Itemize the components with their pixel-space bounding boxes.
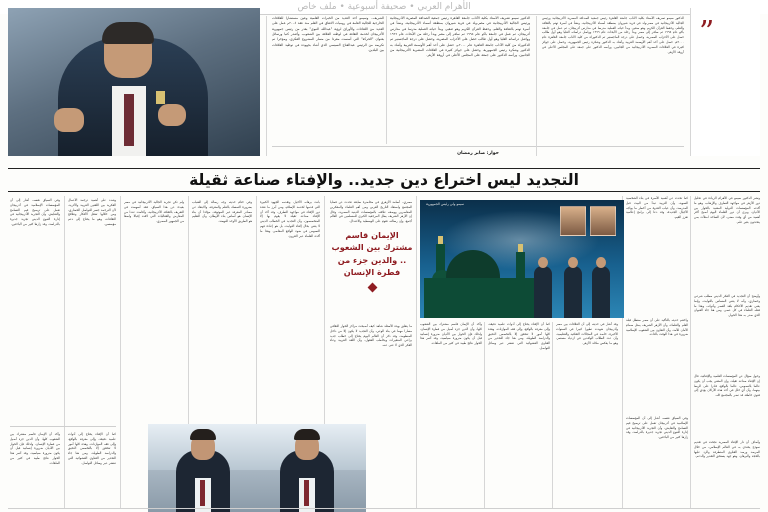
right-col2-text-3: وفي السياق نفسه، أشار إلى أن المؤسسات الإسلامية في أذربيجان تعمل على ترسيخ قيم التسامح والتعايش، وأن التجربة الأذربيجانية في إدارة التنوع الديني تجربة جديرة بالدراسة، وقد زارها كثير من الباحثين.: [626, 416, 688, 440]
lower-photo-tie-right: [304, 480, 309, 506]
mid-col-top: مصري.. أسامة الأزهري في محاضرة سابقة تحدث عن قضايا المجتمع واستعاد التاريخ العربي ومن أهم العلماء والمفكرين المعاصرين ووصف علاقته بالمؤسسات الدينية المصرية، وقال إن الأزهر الشريف يظل المرجعية الكبرى للمسلمين في العالم أجمع، وإن رسالته تقوم على الوسطية والاعتدال.: [330, 200, 412, 224]
col-192-top: وفي ختام حديثه وجه رسالة إلى الشباب بضرورة التمسك بالعلم والمعرفة، والابتعاد عن مصادر المعرفة غير الموثوقة، مؤكدا أن بناء الإنسان هو أساس بناء الأوطان، وأن التعليم هو الطريق الأوحد للنهضة.: [192, 200, 252, 224]
col-124-top: ولم تكن تجربة الجالية الأذربيجانية في مصر بعيدة عن هذا السياق، فقد أسهمت في التعريف بالثقافة الأذربيجانية، وأقامت عددا من المعارض والفعاليات التي لاقت إقبالا واسعا من الجمهور المصري.: [124, 200, 184, 224]
top-article-column-left: الدكتور سيمو تصريف الأستاذ بكلية الآداب جامعة القاهرة رئيس جمعية الصداقة المصرية الأذربيجانية ورئيس الجالية الأذربيجانية في مصر،ولد في قرية شيروان بمنطقة أسماء الأذربيجانية، ونشأ في أسرة تهتم بالثقافة والعلم، وحفظ القرآن الكريم وهو صغير، وبدأ حياته العملية مدرسا في مدارس أذربيجان، ثم عمل في جامعة باكو عام ١٩٩٥ ثم سافر إلى مصر وبدأ رحلة من الأبحاث عام ١٩٩٦ وواصل دراساته العليا وهو أول طالب حصل على الأحزاب المصرية، وحصل على درجة الماجستير ثم الدكتوراه من كلية الآداب جامعة القاهرة عام ٢٠٠٠م، حصل على أحد أهم الأوسمة العربية وأشاد به الدكتور وشكره رئيس الجمهورية، وحصل على جوائز كثيرة في العلاقات المصرية الأذربيجانية من الجانبين، ورأسه الدكتور على جمعة على المجلس الأعلى في أروقة الأزهر.: [542, 16, 684, 54]
mosque-portrait-strip: [560, 206, 616, 236]
top-article-bottom-rule: [272, 146, 684, 147]
mosque-person-1: [534, 266, 552, 318]
mosque-person-1-head: [538, 257, 548, 268]
photo-figure-tie: [124, 94, 134, 146]
lower-photo-hair-left: [190, 429, 216, 440]
center-col-a: وقد أشار في حديثه إلى أن العلاقات بين مصر وأذربيجان شهدت تطورا كبيرا في السنوات الأخيرة، خاصة في المجالات الثقافية والتعليمية، وأن عدد الطلاب الوافدين في ازدياد مستمر، وهو ما يعكس مكانة الأزهر.: [556, 322, 618, 346]
mosque-person-3: [592, 266, 610, 318]
left-col-rule: [10, 426, 116, 427]
body-divider-4: [120, 196, 121, 508]
left-col-b-bottom: وأكد أن الإيمان قاسم مشترك بين الشعوب كلها، وأن الدين جزء أصيل من فطرة الإنسان، ولذلك فإن الحوار بين الأديان ضرورة إنسانية قبل أن يكون ضرورة سياسية، وقد أثمر هذا الحوار نتائج طيبة في كثير من الملفات.: [10, 432, 60, 465]
main-headline: التجديد ليس اختراع دين جديد.. والإفتاء صناعة ثقيلة: [189, 171, 579, 189]
mosque-photo-caption: سيمو ولي رئيس الجمهورية: [426, 202, 465, 206]
center-divider-b: [484, 322, 485, 508]
mosque-person-2: [564, 266, 582, 318]
quote-mark-icon: ”: [699, 15, 715, 50]
left-col-a: وشدد على أهمية ترجمة الأعمال الفكرية بين اللغتين العربية والأذرية، لأن الترجمة جسر للتواصل الحضاري، ومن خلالها تنتقل الأفكار وتتلاقح الثقافات، وهو ما يحتاج إلى دعم مؤسسي.: [68, 198, 116, 227]
col-260: بانت برهانه الأخيار، وتقدمه الجهود الكبيرة التي قدمها لخدمة الإسلام، ومن أبرز ما نفذه دور الإفتاء في مواجهة التطرف، وقد أكد أن الإفتاء صناعة ثقيلة لا يقوم بها إلا المتخصصون، وأن التجديد في الخطاب الديني لا يعني بحال إلغاء الثوابت، بل هو إعادة فهم النصوص في ضوء الواقع المعاصر، وهذا ما أكده العلماء عبر القرون.: [260, 200, 320, 238]
interview-credit: حوار: صابر رمضان: [457, 151, 499, 156]
right-rail-text-2: وأوضح أن التجديد في الفكر الديني مطلب شرعي وحضاري، وأنه لا يعني المساس بالثوابت، وإنما يعني تقديم الأحكام بلغة العصر وأدواته، وهذا ما فعله العلماء في كل عصر، ومن هنا جاء العنوان الذي صدر به هذا الحوار.: [694, 294, 760, 318]
mosque-people-group: [530, 258, 618, 318]
left-col-b: وفي السياق نفسه، أشار إلى أن المؤسسات الإسلامية في أذربيجان تعمل على ترسيخ قيم التسامح والتعايش، وأن التجربة الأذربيجانية في إدارة التنوع الديني تجربة جديرة بالدراسة، وقد زارها كثير من الباحثين.: [10, 198, 60, 227]
right-rail-text-1: ونشر الدكتور سيمو في الأهرام الزيادة في تحليل دور الأزهر في مواجهة التطرف والإرهاب، وهو ما أكدته المؤسسات الدولية المعنية بالحوار بين الأديان، ويرى أن دور العلماء اليوم أصبح أكثر أهمية من أي وقت مضى، لأن الساحة امتلأت بمن يتحدثون بغير علم.: [694, 196, 760, 225]
right-col2-text-2: واختتم حديثه بالتأكيد على أن مصر ستظل قبلة العلم والعلماء، وأن الأزهر الشريف يمثل صمام الأمان للأمة، وأن التعاون بين الشعوب الإسلامية ضرورة في هذا الوقت بالذات.: [626, 318, 688, 337]
sub-headline-line-2: مشترك بين الشعوب: [331, 242, 413, 253]
mosque-person-3-head: [596, 257, 606, 268]
mosque-photo: [420, 200, 624, 318]
portrait-thumb-2: [560, 206, 586, 236]
center-divider-a: [552, 322, 553, 508]
right-rail-text-4: وأضاف أن دار الإفتاء المصرية نجحت في تقديم نموذج يحتذى به في العالم الإسلامي، من خلال المرصد ورصد الفتاوى المتطرفة والرد عليها بالحجة والبرهان، وهو جهد يستحق التقدير والدعم.: [694, 440, 760, 459]
top-interview-photo: [8, 8, 260, 156]
mosque-finial-left: [438, 236, 443, 244]
left-col-a-bottom: كما أن الإفتاء يحتاج إلى أدوات علمية دقيقة، وإلى معرفة بالواقع، وإلى فقه الموازنات، وهذه كلها أمور لا تتحقق إلا بالتخصص الدقيق والدراسة الطويلة، ومن هنا جاء التحذير من الفتاوى العشوائية التي تنتشر عبر وسائل التواصل.: [68, 432, 116, 465]
lower-photo-hair-right: [294, 429, 320, 440]
portrait-thumb-1: [590, 206, 616, 236]
photo-figure-badge: [156, 91, 165, 104]
center-col-c: وأكد أن الإيمان قاسم مشترك بين الشعوب كلها، وأن الدين جزء أصيل من فطرة الإنسان، ولذلك فإن الحوار بين الأديان ضرورة إنسانية قبل أن يكون ضرورة سياسية، وقد أثمر هذا الحوار نتائج طيبة في كثير من الملفات.: [420, 322, 482, 346]
lower-meeting-photo: [148, 424, 366, 512]
mosque-person-2-head: [568, 257, 578, 268]
right-rail-text-3: وحول سؤال عن المؤسسات العلمية والإفتائية، قال إن الإفتاء صناعة ثقيلة، وإن المفتي يجب أن يكون عالما بالنصوص، عالما بالواقع، قادرا على الربط بينهما، وأن أي خلل في أحد هذه الأركان يؤدي إلى فتوى خاطئة قد تضر بالمجتمع كله.: [694, 374, 760, 398]
interview-credit-wrap: [272, 148, 684, 160]
page-bottom-rule: [8, 508, 760, 509]
right-rail-divider: [690, 196, 691, 508]
body-divider-5: [416, 196, 417, 508]
sub-headline-line-4: فطرة الإنسان: [343, 266, 401, 277]
mosque-finial-right: [518, 244, 523, 252]
main-headline-band: [8, 168, 760, 192]
mosque-building: [424, 278, 534, 318]
sub-headline-line-1: الإيمان قاسم: [345, 229, 399, 240]
photo-figure-hand-left: [54, 108, 84, 132]
top-column-divider-2: [386, 16, 387, 144]
masthead-band-text: الأهرام العربي • صحيفة أسبوعية • ملف خاص: [297, 1, 471, 12]
sub-headline-line-3: .. والدين جزء من: [337, 254, 407, 265]
top-article-column-middle: الشريف.. وسيمو أحد العديد من الخبرات العلمية وعين مستشارا للعلاقات الخارجية للجالية العامة في روميات الاتفاق في العلم منذ عقد ٢٠٠٤م عمل على العديد من اللقاءات والأوراق لرؤية "عبدالله النبوي" بقدر من رئيس جمهورية الأذربيجان لخدمة الثقافة في لوطنه العلاقة بين الشعوب، وأصدر كتبا ورسائل بعنوان "الحركة" التي أسست مفردا من مسار المشروع الفكري، ومؤخرا تم تكريمه من الرئيس عبدالفتاح السيسي الذي أشاد بجهوده في توطيد العلاقات بين البلدين.: [272, 16, 384, 52]
photo-figure-hair: [102, 22, 154, 44]
lower-photo-tie-left: [200, 480, 205, 506]
top-article-column-right: الدكتور سيمو تصريف الأستاذ بكلية الآداب جامعة القاهرة رئيس جمعية الصداقة المصرية الأذربيجانية ورئيس الجالية الأذربيجانية في مصر،ولد في قرية شيروان بمنطقة أسماء الأذربيجانية، ونشأ في أسرة تهتم بالثقافة والعلم، وحفظ القرآن الكريم وهو صغير، وبدأ حياته العملية مدرسا في مدارس أذربيجان، ثم عمل في جامعة باكو عام ١٩٩٥ ثم سافر إلى مصر وبدأ رحلة من الأبحاث عام ١٩٩٦ وواصل دراساته العليا وهو أول طالب حصل على الأحزاب المصرية، وحصل على درجة الماجستير ثم الدكتوراه من كلية الآداب جامعة القاهرة عام ٢٠٠٠م، حصل على أحد أهم الأوسمة العربية وأشاد به الدكتور وشكره رئيس الجمهورية، وحصل على جوائز كثيرة في العلاقات المصرية الأذربيجانية من الجانبين، ورأسه الدكتور على جمعة على المجلس الأعلى في أروقة الأزهر.: [390, 16, 530, 58]
photo-figure-hand-right: [158, 104, 186, 126]
right-col2-text-1: كما تحدث عن أهمية الأسرة في بناء الشخصية السوية، وأن التربية تبدأ من البيت قبل المدرسة، وأن غياب القدوة من أخطر ما يواجه الأجيال الجديدة، وقد دعا إلى برامج إعلامية تعزز القيم.: [626, 196, 688, 220]
top-column-divider-1: [266, 16, 267, 156]
body-divider-6: [64, 196, 65, 508]
top-column-divider-3: [536, 16, 537, 156]
mid-col-bottom: ما يتعلق بهذه الأسئلة شاهد كيف أصبحت مراكز الحوار الثقافي مسارا مهما في بناء الوعي، وأن التجديد لا يكون إلا من داخل المنظومة، وقد ذكر أن العالم اليوم يحتاج إلى خطاب جديد يراعي المتغيرات ويخاطب العقول، وأن اللغة العربية وعاء الفكر الذي لا غنى عنه.: [330, 324, 412, 348]
pull-quote-box: [690, 8, 760, 156]
center-col-b: كما أن الإفتاء يحتاج إلى أدوات علمية دقيقة، وإلى معرفة بالواقع، وإلى فقه الموازنات، وهذه كلها أمور لا تتحقق إلا بالتخصص الدقيق والدراسة الطويلة، ومن هنا جاء التحذير من الفتاوى العشوائية التي تنتشر عبر وسائل التواصل.: [488, 322, 550, 351]
